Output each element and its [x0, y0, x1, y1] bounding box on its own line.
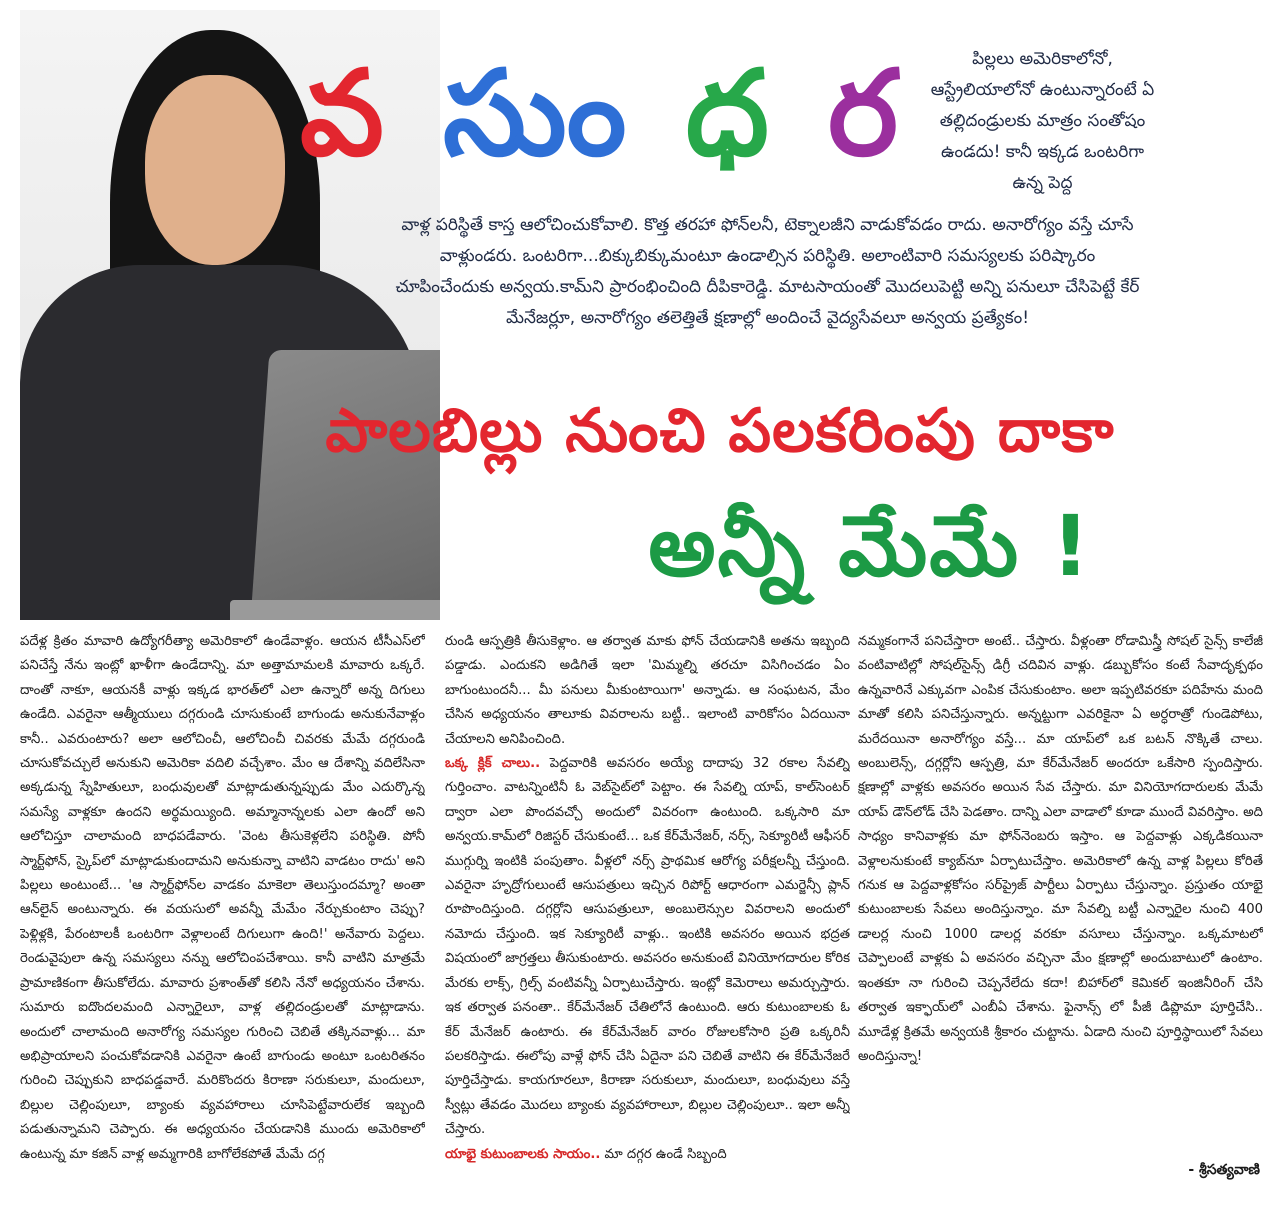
byline: - శ్రీసత్యవాణి: [1188, 1162, 1260, 1178]
article-paragraph: రుండి ఆస్పత్రికి తీసుకెళ్లాం. ఆ తర్వాత మాకు ఫోన్ చేయడానికి అతను ఇబ్బంది పడ్డాడు. ఎందుకని అడిగితే ఇలా 'మిమ్మల్ని తరచూ విసిగించడం ఏం బాగుంటుందనీ... మీ పనులు మీకుంటాయిగా' అన్నాడు. ఆ సంఘటన, మేం చేసిన అధ్యయనం తాలూకు వివరాలను బట్టీ.. ఇలాంటి వారికోసం ఏదయినా చేయాలని అనిపించింది.: [445, 634, 850, 747]
subhead-fifty-families: యాభై కుటుంబాలకు సాయం..: [445, 1146, 601, 1162]
masthead-title: [300, 28, 900, 198]
article-column-1: [20, 630, 425, 1190]
article-text: పెద్దవారికి అవసరం అయ్యే దాదాపు 32 రకాల సేవల్ని గుర్తించాం. వాటన్నింటినీ ఓ వెబ్‌సైట్‌లో పెట్టాం. ఈ సేవల్ని యాప్, కాల్‌సెంటర్ ద్వారా ఎలా పొందవచ్చో అందులో వివరంగా ఉంటుంది. ఒక్కసారి మా అన్వయ.కామ్‌లో రిజిస్టర్ చేసుకుంటే... ఒక కేర్‌మేనేజర్, నర్స్, సెక్యూరిటీ ఆఫీసర్ ముగ్గుర్ని ఇంటికి పంపుతాం. వీళ్లలో నర్స్ ప్రాథమిక ఆరోగ్య పరీక్షలన్నీ చేస్తుంది. ఎవరైనా హృద్రోగులుంటే ఆసుపత్రులు ఇచ్చిన రిపోర్ట్ ఆధారంగా ఎమర్జెన్సీ ప్లాన్ రూపొందిస్తుంది. దగ్గర్లోని ఆసుపత్రులూ, అంబులెన్సుల వివరాలని అందులో నమోదు చేస్తుంది. ఇక సెక్యూరిటీ వాళ్లు.. ఇంటికి అవసరం అయిన భద్రత విషయంలో జాగ్రత్తలు తీసుకుంటారు. అవసరం అనుకుంటే వినియోగదారుల కోరిక మేరకు లాక్స్, గ్రిల్స్ వంటివన్నీ ఏర్పాటుచేస్తారు. ఇంట్లో కెమెరాలు అమర్చుస్తారు. ఇక తర్వాత పనంతా.. కేర్‌మేనేజర్ చేతిలోనే ఉంటుంది. ఆరు కుటుంబాలకు ఓ కేర్ మేనేజర్ ఉంటారు. ఈ కేర్‌మేనేజర్ వారం రోజులకోసారి ప్రతి ఒక్కరినీ పలకరిస్తాడు. ఈలోపు వాళ్లే ఫోన్ చేసి ఏదైనా పని చెబితే వాటిని ఈ కేర్‌మేనేజరే పూర్తిచేస్తాడు. కాయగూరలూ, కిరాణా సరుకులూ, మందులూ, బంధువులు వస్తే స్వీట్లు తేవడం మొదలు బ్యాంకు వ్యవహారాలూ, బిల్లుల చెల్లింపులూ.. ఇలా అన్నీ చేస్తారు.: [445, 756, 850, 1138]
article-text: మా దగ్గర ఉండే సిబ్బంది: [600, 1146, 727, 1162]
intro-text-top: పిల్లలు అమెరికాలోనో, ఆస్ట్రేలియాలోనో ఉంటున్నారంటే ఏ తల్లిదండ్రులకు మాత్రం సంతోషం ఉండదు! కానీ ఇక్కడ ఒంటరిగా ఉన్న పెద్ద: [930, 49, 1155, 193]
article-paragraph: [445, 1143, 850, 1167]
article-column-3: [858, 630, 1263, 1190]
masthead-letter-2: సుం: [443, 44, 629, 182]
laptop-icon: [251, 350, 440, 620]
article-paragraph: నమ్మకంగానే పనిచేస్తారా అంటే.. చేస్తారు. వీళ్లంతా రోడామిస్త్రీ సోషల్ సైన్స్ కాలేజీ వంటివాటిల్లో సోషల్‌సైన్స్ డిగ్రీ చదివిన వాళ్లు. డబ్బుకోసం కంటే సేవాదృక్పథం ఉన్నవారినే ఎక్కువగా ఎంపిక చేసుకుంటాం. అలా ఇప్పటివరకూ పదిహేను మంది మాతో కలిసి పనిచేస్తున్నారు. అన్నట్టుగా ఎవరికైనా ఏ అర్ధరాత్రో గుండెపోటు, మరేదయినా అనారోగ్యం వస్తే... మా యాప్‌లో ఒక బటన్ నొక్కితే చాలు. అంబులెన్స్, దగ్గర్లోని ఆస్పత్రి, మా కేర్‌మేనేజర్ అందరూ ఒకేసారి స్పందిస్తారు. క్షణాల్లో వాళ్లకు అవసరం అయిన సేవ చేస్తారు. మా వినియోగదారులకు మేమే యాప్ డౌన్‌లోడ్ చేసి పెడతాం. దాన్ని ఎలా వాడాలో కూడా ముందే వివరిస్తాం. అది సాధ్యం కానివాళ్లకు మా ఫోన్‌నెంబరు ఇస్తాం. ఆ పెద్దవాళ్లు ఎక్కడికయినా వెళ్లాలనుకుంటే క్యాబ్‌నూ ఏర్పాటుచేస్తాం. అమెరికాలో ఉన్న వాళ్ల పిల్లలు కోరితే గనుక ఆ పెద్దవాళ్లకోసం సర్‌ప్రైజ్ పార్టీలు ఏర్పాటు చేస్తున్నాం. ప్రస్తుతం యాభై కుటుంబాలకు సేవలు అందిస్తున్నాం. మా సేవల్ని బట్టీ ఎన్నారైల నుంచి 400 డాలర్ల నుంచి 1000 డాలర్ల వరకూ వసూలు చేస్తున్నాం. ఒక్కమాటలో చెప్పాలంటే వాళ్లకు ఏ అవసరం వచ్చినా మేం క్షణాల్లో అందుబాటులో ఉంటాం. ఇంతకూ నా గురించి చెప్పనేలేదు కదా! బిహార్‌లో కెమికల్ ఇంజినీరింగ్ చేసి తర్వాత ఇక్ఫాయ్‌లో ఎంబీఏ చేశాను. ఫైనాన్స్ లో పీజీ డిప్లొమా పూర్తిచేసి.. మూడేళ్ల క్రితమే అన్వయకి శ్రీకారం చుట్టాను. ఏడాది నుంచి పూర్తిస్థాయిలో సేవలు అందిస్తున్నా!: [858, 634, 1263, 1064]
headline-line-1: పాలబిల్లు నుంచి పలకరింపు దాకా: [325, 396, 1115, 466]
subhead-one-click: ఒక్క క్లిక్ చాలు..: [445, 756, 541, 772]
person-face: [145, 75, 285, 265]
laptop-base: [230, 600, 440, 620]
masthead-letter-1: వ: [300, 44, 386, 182]
headline-line-2: అన్నీ మేమే !: [648, 497, 1092, 595]
article-paragraph: పదేళ్ల క్రితం మావారి ఉద్యోగరీత్యా అమెరికాలో ఉండేవాళ్లం. ఆయన టీసీఎస్‌లో పనిచేస్తే నేను ఇంట్లో ఖాళీగా ఉండేదాన్ని. మా అత్తామామలకి మావారు ఒక్కరే. దాంతో నాకూ, ఆయనకీ వాళ్లు ఇక్కడ భారత్‌లో ఎలా ఉన్నారో అన్న దిగులు ఉండేది. ఎవరైనా ఆత్మీయులు దగ్గరుండి చూసుకుంటే బాగుండు అనుకునేవాళ్లం కానీ.. ఎవరుంటారు? అలా ఆలోచించీ, ఆలోచించీ చివరకు మేమే దగ్గరుండి చూసుకోవచ్చులే అనుకుని అమెరికా వదిలి వచ్చేశాం. మేం ఆ దేశాన్ని వదిలేసినా అక్కడున్న స్నేహితులూ, బంధువులతో మాట్లాడుతున్నప్పుడు మేం ఎదుర్కొన్న సమస్యే వాళ్లకూ ఉందని అర్థమయ్యింది. అమ్మానాన్నలకు ఎలా ఉందో అని ఆలోచిస్తూ చాలామంది బాధపడేవారు. 'వెంట తీసుకెళ్లలేని పరిస్థితి. పోనీ స్మార్ట్‌ఫోన్, స్కైప్‌లో మాట్లాడుకుందామని అనుకున్నా వాటిని వాడటం రాదు' అని పిల్లలు అంటుంటే... 'ఆ స్మార్ట్‌ఫోన్‌ల వాడకం మాకెలా తెలుస్తుందమ్మా? అంతా ఆన్‌లైన్ అంటున్నారు. ఈ వయసులో అవన్నీ మేమేం నేర్చుకుంటాం చెప్పు? పెళ్లిళ్లకి, పేరంటాలకీ ఒంటరిగా వెళ్లాలంటే దిగులుగా ఉంది!' అనేవారు పెద్దలు. రెండువైపులా ఉన్న సమస్యలు నన్ను ఆలోచింపచేశాయి. కానీ వాటిని మాత్రమే ప్రామాణికంగా తీసుకోలేదు. మావారు ప్రశాంత్‌తో కలిసి నేనో అధ్యయనం చేశాను. సుమారు ఐదొందలమంది ఎన్నారైలూ, వాళ్ల తల్లిదండ్రులతో మాట్లాడాను. అందులో చాలామంది అనారోగ్య సమస్యల గురించి చెబితే తక్కినవాళ్లు... మా అభిప్రాయాలని పంచుకోవడానికి ఎవరైనా ఉంటే బాగుండు అంటూ ఒంటరితనం గురించి చెప్పుకుని బాధపడ్డవారే. మరికొందరు కిరాణా సరుకులూ, మందులూ, బిల్లుల చెల్లింపులూ, బ్యాంకు వ్యవహారాలు చూసిపెట్టేవారులేక ఇబ్బంది పడుతున్నామని చెప్పారు. ఈ అధ్యయనం చేయడానికి ముందు అమెరికాలో ఉంటున్న మా కజిన్ వాళ్ల అమ్మగారికి బాగోలేకపోతే మేమే దగ్గ: [20, 634, 425, 1162]
intro-text-bottom: వాళ్ల పరిస్థితే కాస్త ఆలోచించుకోవాలి. కొత్త తరహా ఫోన్‌లనీ, టెక్నాలజీని వాడుకోవడం రాదు. అనారోగ్యం వస్తే చూసే వాళ్లుండరు. ఒంటరిగా...బిక్కుబిక్కుమంటూ ఉండాల్సిన పరిస్థితి. అలాంటివారి సమస్యలకు పరిష్కారం చూపించేందుకు అన్వయ.కామ్‌ని ప్రారంభించింది దీపికారెడ్డి. మాటసాయంతో మొదలుపెట్టి అన్ని పనులూ చేసిపెట్టే కేర్ మేనేజర్లూ, అనారోగ్యం తలెత్తితే క్షణాల్లో అందించే వైద్యసేవలూ అన్వయ ప్రత్యేకం!: [395, 215, 1140, 328]
masthead-letter-4: ర: [828, 44, 900, 182]
article-column-2: [445, 630, 850, 1190]
masthead-letter-3: ధ: [685, 44, 771, 182]
article-paragraph: [445, 752, 850, 1143]
